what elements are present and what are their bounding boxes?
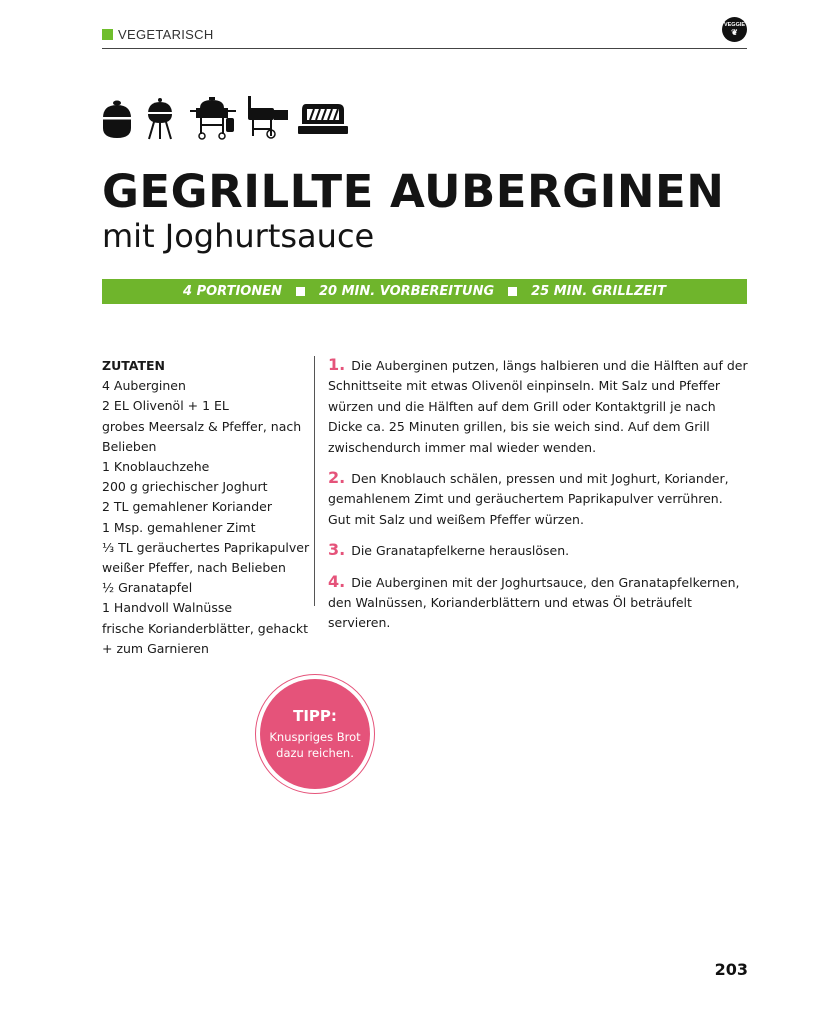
step-text: Die Auberginen putzen, längs halbieren und die Hälften auf der Schnittseite mit etwas Olivenöl einpinseln. Mit Salz und Pfeffer würzen und die Hälften auf dem Grill oder Kontaktgrill je nach Dicke ca. 25 Minuten grillen, bis sie weich sind. Auf dem Grill zwischendurch immer mal wieder wenden. bbox=[328, 358, 748, 455]
ingredient-item: 1 Handvoll Walnüsse bbox=[102, 600, 233, 616]
veggie-badge bbox=[722, 17, 747, 42]
ingredient-item: 4 Auberginen bbox=[102, 378, 186, 394]
step-text: Die Auberginen mit der Joghurtsauce, den Granatapfelkernen, den Walnüssen, Korianderblättern und etwas Öl beträufelt servieren. bbox=[328, 574, 740, 631]
category-marker bbox=[102, 29, 113, 40]
page-number: 203 bbox=[714, 960, 748, 979]
page-header bbox=[102, 26, 747, 49]
info-bar bbox=[102, 279, 747, 304]
ingredients-heading: ZUTATEN bbox=[102, 358, 166, 373]
ingredient-item: frische Korianderblätter, gehackt + zum Garnieren bbox=[102, 620, 309, 656]
column-divider bbox=[314, 356, 315, 606]
smoker-grill-icon bbox=[246, 96, 292, 140]
kettle-grill-icon bbox=[146, 96, 174, 140]
step-number: 3. bbox=[328, 540, 346, 560]
kamado-grill-icon bbox=[100, 96, 134, 140]
preparation-steps bbox=[328, 355, 748, 644]
recipe-title: GEGRILLTE AUBERGINEN bbox=[102, 165, 725, 218]
recipe-subtitle: mit Joghurtsauce bbox=[102, 217, 375, 255]
ingredient-item: 2 EL Olivenöl + 1 EL bbox=[102, 398, 229, 414]
tip-text: Knuspriges Brot dazu reichen. bbox=[269, 730, 361, 760]
ingredient-item: 1 Msp. gemahlener Zimt bbox=[102, 519, 256, 535]
step-3 bbox=[328, 540, 748, 561]
grill-type-icons bbox=[100, 96, 360, 140]
grill-time-label: 25 MIN. GRILLZEIT bbox=[531, 284, 666, 299]
gas-grill-icon bbox=[190, 96, 236, 140]
tip-circle bbox=[260, 679, 370, 789]
tip-title: TIPP: bbox=[293, 707, 337, 725]
step-number: 4. bbox=[328, 571, 346, 591]
step-text: Die Granatapfelkerne herauslösen. bbox=[351, 543, 570, 559]
step-number: 1. bbox=[328, 355, 346, 374]
ingredient-item: 2 TL gemahlener Koriander bbox=[102, 499, 272, 515]
info-separator bbox=[296, 287, 305, 296]
contact-grill-icon bbox=[298, 96, 348, 140]
category-label: VEGETARISCH bbox=[118, 27, 214, 42]
step-text: Den Knoblauch schälen, pressen und mit Joghurt, Koriander, gemahlenem Zimt und geräuchertem Paprikapulver verrühren. Gut mit Salz und weißem Pfeffer würzen. bbox=[328, 471, 729, 527]
leaf-icon: ❦ bbox=[731, 28, 738, 37]
ingredients-list bbox=[102, 356, 312, 659]
prep-time-label: 20 MIN. VORBEREITUNG bbox=[319, 284, 495, 299]
step-number: 2. bbox=[328, 468, 346, 488]
info-separator bbox=[508, 287, 517, 296]
ingredient-item: ½ Granatapfel bbox=[102, 580, 193, 596]
step-2 bbox=[328, 468, 748, 530]
step-1 bbox=[328, 355, 748, 458]
step-4 bbox=[328, 572, 748, 634]
ingredient-item: weißer Pfeffer, nach Belieben bbox=[102, 560, 286, 576]
ingredient-item: 200 g griechischer Joghurt bbox=[102, 479, 268, 495]
portions-label: 4 PORTIONEN bbox=[183, 284, 282, 299]
ingredient-item: ⅓ TL geräuchertes Paprikapulver bbox=[102, 539, 310, 555]
veggie-badge-label: VEGGIE bbox=[723, 22, 746, 28]
tip-badge bbox=[255, 674, 375, 794]
ingredient-item: 1 Knoblauchzehe bbox=[102, 459, 210, 475]
ingredient-item: grobes Meersalz & Pfeffer, nach Belieben bbox=[102, 418, 302, 454]
